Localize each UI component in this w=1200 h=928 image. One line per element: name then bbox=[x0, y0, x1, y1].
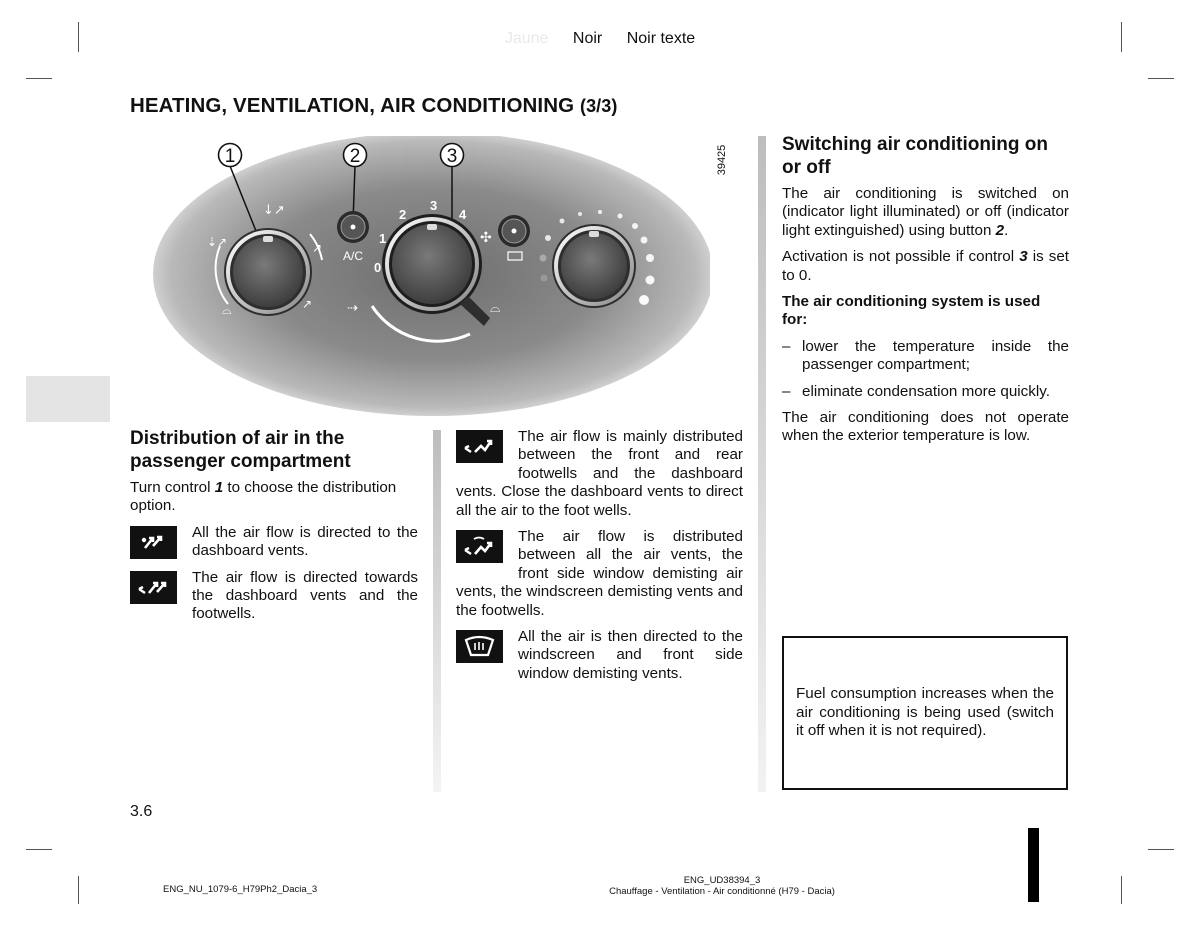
mode-symbol-footwell: ↓↗ bbox=[263, 203, 285, 218]
ac-label: A/C bbox=[343, 249, 364, 263]
temperature-knob bbox=[552, 224, 636, 308]
column-divider-middle bbox=[433, 430, 441, 792]
distribution-item: The air flow is distributed between all the air vents, the front side window demisting air vents, the windscreen demisting vents and the footwells. bbox=[456, 528, 743, 619]
recirculation-icon: ⇢ bbox=[347, 301, 358, 316]
mode-symbol-windscreen: ⌓ bbox=[222, 303, 232, 317]
ac-low-temp-para: The air conditioning does not operate when the exterior temperature is low. bbox=[782, 409, 1069, 445]
rear-demist-small-icon: ⌓ bbox=[490, 301, 501, 316]
fuel-notice-text: Fuel consumption increases when the air conditioning is being used (switch it off when it is not required). bbox=[796, 685, 1054, 740]
color-separation-header bbox=[0, 30, 1200, 48]
fan-scale-2: 2 bbox=[399, 207, 407, 222]
margin-bar bbox=[1028, 828, 1039, 902]
dashboard-vents-icon bbox=[130, 526, 177, 559]
all-vents-demist-icon bbox=[456, 530, 503, 563]
control-panel-figure bbox=[150, 136, 710, 424]
callout-1 bbox=[219, 144, 242, 168]
distribution-intro: Turn control 1 to choose the distribution option. bbox=[130, 479, 397, 515]
section-tab bbox=[26, 376, 110, 422]
footer-center-line2: Chauffage - Ventilation - Air conditionné (H79 - Dacia) bbox=[609, 886, 835, 897]
windscreen-demist-icon bbox=[456, 630, 503, 663]
color-jaune: Jaune bbox=[504, 30, 549, 47]
callout-2 bbox=[344, 144, 367, 168]
mode-symbol-dash-foot: ↗ bbox=[312, 241, 323, 255]
front-rear-footwells-dashboard-icon bbox=[456, 430, 503, 463]
fan-icon: ✣ bbox=[480, 230, 492, 246]
crop-mark bbox=[26, 849, 52, 850]
crop-mark bbox=[1148, 849, 1174, 850]
callout-2-label: 2 bbox=[349, 146, 361, 167]
bullet-item: – lower the temperature inside the passenger compartment; bbox=[782, 337, 1069, 374]
fuel-notice-box bbox=[782, 636, 1068, 790]
left-column bbox=[130, 428, 418, 632]
distribution-item: The air flow is mainly distributed between the front and rear footwells and the dashboard vents. Close the dashboard vents to direct all the air to the foot wells. bbox=[456, 428, 743, 519]
ac-used-for: The air conditioning system is used for: bbox=[782, 293, 1041, 329]
color-noir: Noir bbox=[572, 30, 603, 47]
distribution-item: All the air is then directed to the windscreen and front side window demisting vents. bbox=[456, 628, 743, 683]
footer-center bbox=[572, 875, 872, 897]
fan-scale-0: 0 bbox=[374, 260, 382, 275]
callout-3 bbox=[441, 144, 464, 168]
distribution-item: All the air flow is directed to the dashboard vents. bbox=[130, 524, 418, 561]
mode-symbol-all: ⇣↗ bbox=[207, 235, 228, 249]
right-column bbox=[782, 134, 1069, 454]
page-title-text: HEATING, VENTILATION, AIR CONDITIONING bbox=[130, 94, 575, 117]
fan-scale-3: 3 bbox=[430, 198, 438, 213]
callout-3-label: 3 bbox=[446, 146, 458, 167]
distribution-knob bbox=[224, 228, 312, 316]
callout-1-label: 1 bbox=[224, 146, 236, 167]
ac-activation-para: Activation is not possible if control 3 is set to 0. bbox=[782, 248, 1069, 284]
ac-button bbox=[337, 211, 369, 243]
column-divider-right bbox=[758, 136, 766, 792]
distribution-item: The air flow is directed towards the dashboard vents and the footwells. bbox=[130, 569, 418, 624]
crop-mark bbox=[1121, 876, 1122, 904]
footer-left: ENG_NU_1079-6_H79Ph2_Dacia_3 bbox=[163, 884, 318, 895]
footer-center-line1: ENG_UD38394_3 bbox=[683, 875, 761, 886]
page-title bbox=[130, 94, 617, 118]
crop-mark bbox=[26, 78, 52, 79]
bullet-item: – eliminate condensation more quickly. bbox=[782, 382, 1050, 400]
rear-demist-button bbox=[498, 215, 530, 247]
dashboard-and-footwells-icon bbox=[130, 571, 177, 604]
ac-switch-heading: Switching air conditioning on or off bbox=[782, 134, 1048, 178]
mode-symbol-dashboard: ↗ bbox=[302, 297, 313, 311]
middle-column bbox=[456, 428, 743, 691]
color-noir-texte: Noir texte bbox=[626, 30, 696, 47]
crop-mark bbox=[78, 876, 79, 904]
ac-switch-para: The air conditioning is switched on (indicator light illuminated) or off (indicator light extinguished) using button 2. bbox=[782, 185, 1069, 239]
figure-number: 39425 bbox=[716, 144, 728, 176]
fan-scale-4: 4 bbox=[459, 207, 467, 222]
distribution-heading: Distribution of air in the passenger compartment bbox=[130, 428, 351, 472]
page-title-suffix: (3/3) bbox=[579, 96, 618, 116]
crop-mark bbox=[1148, 78, 1174, 79]
fan-scale-1: 1 bbox=[379, 231, 387, 246]
page-number: 3.6 bbox=[130, 803, 153, 820]
